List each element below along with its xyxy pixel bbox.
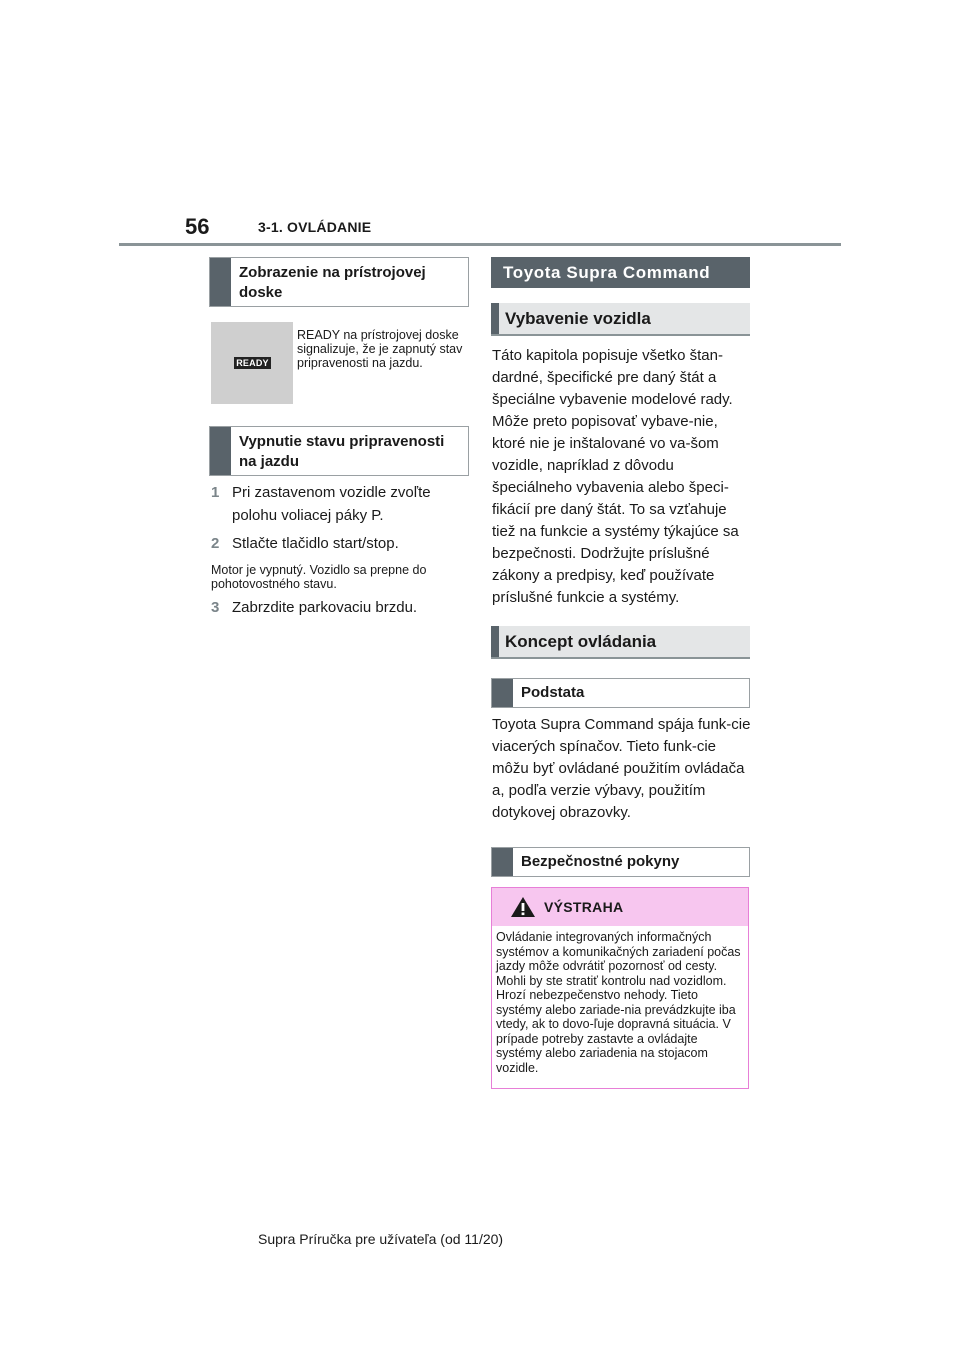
step-text: Stlačte tlačidlo start/stop.	[232, 535, 399, 552]
heading-text: Vybavenie vozidla	[505, 308, 651, 328]
section-label: 3-1. OVLÁDANIE	[258, 219, 372, 235]
ready-badge: READY	[234, 357, 271, 369]
subheading-text: Bezpečnostné pokyny	[521, 853, 680, 870]
heading-bar	[491, 626, 499, 657]
step-text: Pri zastavenom vozidle zvoľte polohu voliacej páky P.	[232, 484, 431, 524]
step-2	[211, 532, 461, 555]
warning-title: VÝSTRAHA	[544, 899, 624, 915]
heading-control-concept	[491, 626, 750, 659]
subheading-bar	[210, 258, 231, 306]
subheading-bar	[210, 427, 231, 475]
step-3	[211, 596, 461, 619]
heading-text: Koncept ovládania	[505, 631, 657, 651]
heading-vehicle-equipment	[491, 303, 750, 336]
ready-description: READY na prístrojovej doske signalizuje, že je zapnutý stav pripravenosti na jazdu.	[297, 328, 463, 370]
section-title: Toyota Supra Command	[503, 262, 711, 282]
subheading-text: Zobrazenie na prístrojovej doske	[239, 264, 426, 301]
subheading-text: Vypnutie stavu pripravenosti na jazdu	[239, 433, 445, 470]
step-note: Motor je vypnutý. Vozidlo sa prepne do pohotovostného stavu.	[211, 563, 427, 591]
subheading-instrument-display	[209, 257, 469, 307]
paragraph-control-concept: Toyota Supra Command spája funk-cie viacerých spínačov. Tieto funk-cie môžu byť ovládané použitím ovládača a, podľa verzie výbavy, použitím dotykovej obrazovky.	[492, 716, 751, 821]
heading-bar	[491, 303, 499, 334]
subheading-deactivate-ready	[209, 426, 469, 476]
subheading-principle	[491, 678, 750, 708]
page-number: 56	[185, 214, 210, 239]
warning-box	[491, 887, 749, 1089]
footer-title: Supra Príručka pre užívateľa (od 11/20)	[258, 1231, 504, 1247]
warning-text: Ovládanie integrovaných informačných systémov a komunikačných zariadení počas jazdy môže odvrátiť pozornosť od cesty. Mohli by ste stratiť kontrolu nad vozidlom. Hrozí nebezpečenstvo nehody. Tieto systémy alebo zariade-nia prevádzkujte iba vtedy, ak to dovo-ľuje dopravná situácia. V prípade potreby zastavte a ovládajte systémy alebo zariadenia na stojacom vozidle.	[496, 930, 741, 1075]
subheading-safety	[491, 847, 750, 877]
subheading-bar	[492, 679, 513, 707]
step-number: 3	[211, 599, 220, 616]
section-title-bar	[491, 257, 750, 288]
step-text: Zabrzdite parkovaciu brzdu.	[232, 599, 418, 616]
subheading-bar	[492, 848, 513, 876]
header-rule	[119, 243, 841, 246]
step-number: 1	[211, 484, 220, 501]
paragraph-equipment: Táto kapitola popisuje všetko štan-dardné, špecifické pre daný štát a špeciálne vybavenie modelové rady. Môže preto popisovať vybave-nie, ktoré nie je inštalované vo va-šom vozidle, napríklad z dôvodu špeciálneho vybavenia alebo špeci-fikácií pre daný štát. To sa vzťahuje tiež na funkcie a systémy týkajúce sa bezpečnosti. Dodržujte príslušné zákony a predpisy, keď používate príslušné funkcie a systémy.	[492, 347, 739, 606]
warning-header	[492, 888, 748, 926]
step-number: 2	[211, 535, 220, 552]
subheading-text: Podstata	[521, 684, 585, 701]
step-1	[211, 481, 461, 527]
ready-indicator-image	[211, 322, 293, 404]
warning-triangle-icon	[510, 896, 536, 918]
